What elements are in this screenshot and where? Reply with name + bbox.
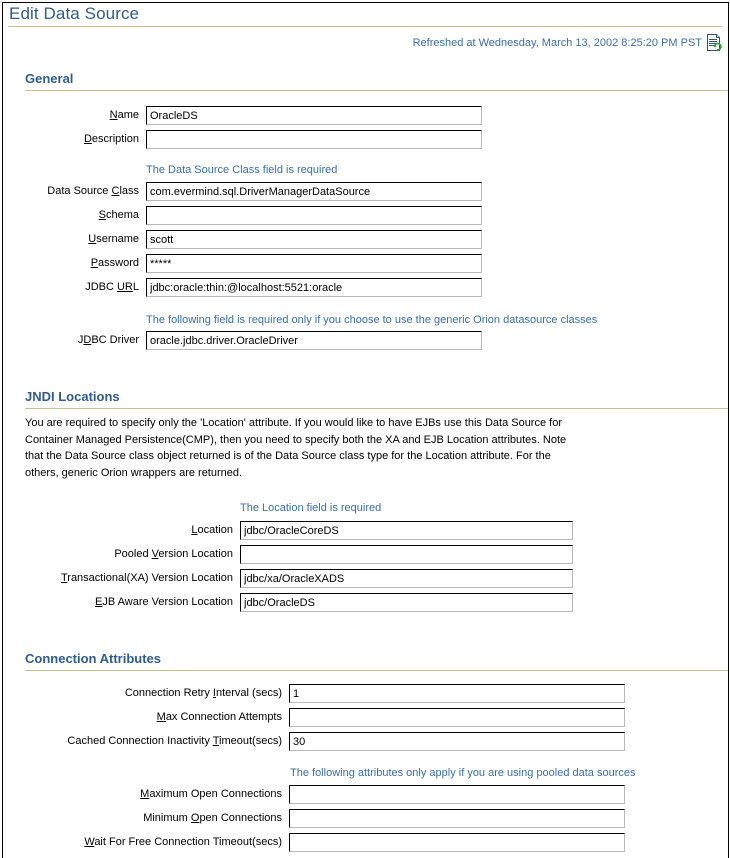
jndi-description-paragraph: You are required to specify only the 'Location' attribute. If you would like to have EJBs use this Data Source for Container Managed Persistence(CMP), then you need to specify both the XA and EJB Location attributes. Note that the Data Source class object returned is of the Data Source class type for the Location attribute. For the others, generic Orion wrappers are returned. [25, 417, 567, 479]
transactional-xa-version-location-input[interactable] [240, 569, 573, 588]
jdbc-driver-input[interactable] [146, 331, 482, 350]
name-input[interactable] [146, 106, 482, 125]
form-row-location [0, 521, 573, 540]
minimum-open-connections-input[interactable] [289, 809, 625, 828]
form-row-name [0, 106, 482, 125]
form-row-jdbc-driver [0, 331, 482, 350]
max-connection-attempts-input[interactable] [289, 708, 625, 727]
form-row-minimum-open-connections [0, 809, 625, 828]
page-border-right [728, 2, 729, 858]
wait-for-free-connection-timeout-input[interactable] [289, 833, 625, 852]
jdbc-url-input[interactable] [146, 278, 482, 297]
label-location: Location [191, 524, 233, 536]
hint-data-source-class: The Data Source Class field is required [146, 164, 338, 176]
form-row-description [0, 130, 482, 149]
label-data-source-class: Data Source Class [47, 185, 139, 197]
label-schema: Schema [98, 209, 139, 221]
username-input[interactable] [146, 230, 482, 249]
form-row-cached-connection-inactivity-timeout [0, 732, 625, 751]
label-cached-connection-inactivity-timeout: Cached Connection Inactivity Timeout(secs) [67, 735, 282, 747]
label-description: Description [83, 133, 139, 145]
label-max-connection-attempts: Max Connection Attempts [156, 711, 282, 723]
title-separator [8, 26, 722, 27]
label-connection-retry-interval: Connection Retry Interval (secs) [124, 687, 282, 699]
location-input[interactable] [240, 521, 573, 540]
description-input[interactable] [146, 130, 482, 149]
label-username: Username [88, 233, 139, 245]
label-pooled-version-location: Pooled Version Location [114, 548, 233, 560]
maximum-open-connections-input[interactable] [289, 785, 625, 804]
connection-retry-interval-input[interactable] [289, 684, 625, 703]
section-rule-connection-attributes [25, 670, 728, 671]
data-source-class-input[interactable] [146, 182, 482, 201]
hint-pooled-data-sources: The following attributes only apply if you are using pooled data sources [290, 767, 636, 779]
label-password: Password [90, 257, 139, 269]
form-row-username [0, 230, 482, 249]
refreshed-row [413, 34, 722, 51]
schema-input[interactable] [146, 206, 482, 225]
section-heading-general: General [25, 71, 74, 86]
form-row-max-connection-attempts [0, 708, 625, 727]
label-ejb-aware-version-location: EJB Aware Version Location [94, 596, 233, 608]
label-jdbc-driver: JDBC Driver [77, 334, 139, 346]
refresh-page-icon[interactable] [706, 34, 722, 51]
refreshed-timestamp: Refreshed at Wednesday, March 13, 2002 8:25:20 PM PST [412, 36, 702, 49]
form-row-transactional-xa-version-location [0, 569, 573, 588]
form-row-password [0, 254, 482, 273]
form-row-data-source-class [0, 182, 482, 201]
hint-jdbc-driver: The following field is required only if you choose to use the generic Orion datasource classes [146, 314, 598, 326]
form-row-pooled-version-location [0, 545, 573, 564]
section-heading-connection-attributes: Connection Attributes [25, 651, 162, 666]
hint-location: The Location field is required [240, 502, 382, 514]
section-heading-jndi-locations: JNDI Locations [25, 389, 120, 404]
form-row-wait-for-free-connection-timeout [0, 833, 625, 852]
section-rule-jndi-locations [25, 408, 728, 409]
page-title: Edit Data Source [9, 4, 140, 23]
ejb-aware-version-location-input[interactable] [240, 593, 573, 612]
cached-connection-inactivity-timeout-input[interactable] [289, 732, 625, 751]
form-row-jdbc-url [0, 278, 482, 297]
label-minimum-open-connections: Minimum Open Connections [143, 812, 282, 824]
label-wait-for-free-connection-timeout: Wait For Free Connection Timeout(secs) [84, 836, 282, 848]
pooled-version-location-input[interactable] [240, 545, 573, 564]
form-row-connection-retry-interval [0, 684, 625, 703]
form-row-maximum-open-connections [0, 785, 625, 804]
form-row-ejb-aware-version-location [0, 593, 573, 612]
form-row-schema [0, 206, 482, 225]
password-input[interactable] [146, 254, 482, 273]
label-name: Name [109, 109, 139, 121]
label-transactional-xa-version-location: Transactional(XA) Version Location [60, 572, 233, 584]
page-border-top [2, 2, 729, 3]
label-jdbc-url: JDBC URL [85, 281, 139, 293]
label-maximum-open-connections: Maximum Open Connections [140, 788, 282, 800]
section-rule-general [25, 90, 728, 91]
